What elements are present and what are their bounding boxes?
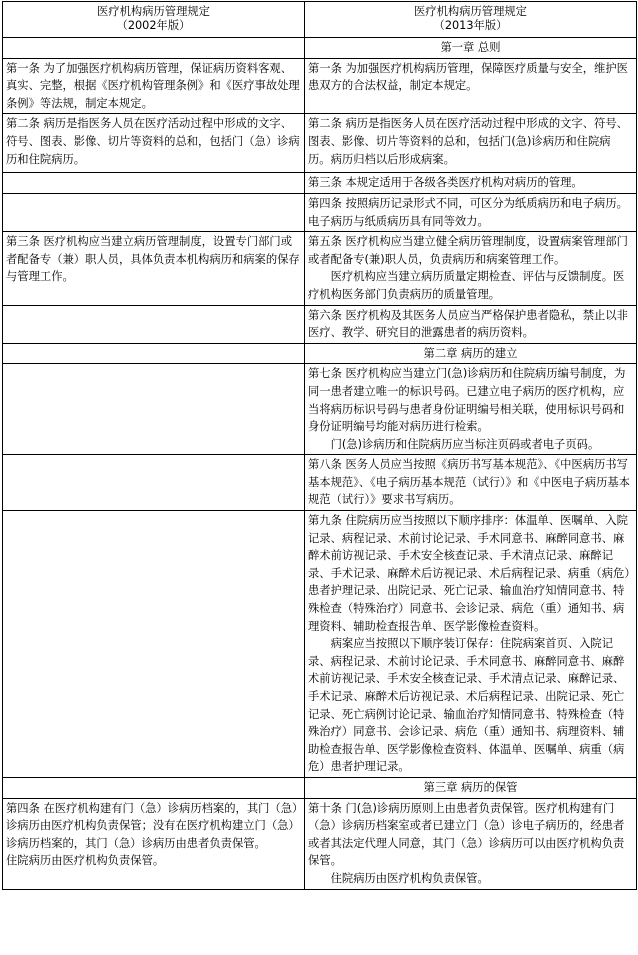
empty-cell xyxy=(3,193,305,231)
paragraph: 第十条 门(急)诊病历原则上由患者负责保管。医疗机构建有门（急）诊病历档案室或者已建立门（急）诊电子病历的，经患者或者其法定代理人同意，其门（急）诊病历可以由医疗机构负责保管。 xyxy=(308,801,625,868)
header-row xyxy=(3,2,637,38)
new-article-10 xyxy=(305,798,637,889)
paragraph: 病案应当按照以下顺序装订保存：住院病案首页、入院记录、病程记录、术前讨论记录、手术同意书、麻醉同意书、麻醉术前访视记录、手术安全核查记录、手术清点记录、麻醉记录、手术记录、麻醉术后访视记录、术后病程记录、出院记录、死亡记录、死亡病例讨论记录、输血治疗知情同意书、特殊检查（特殊治疗）同意书、会诊记录、病危（重）通知书、病理资料、辅助检查报告单、医学影像检查资料、体温单、医嘱单、病重（病危）患者护理记录。 xyxy=(308,637,625,774)
empty-cell xyxy=(3,38,305,59)
old-article-4 xyxy=(3,798,305,889)
article-row xyxy=(3,58,637,114)
article-row xyxy=(3,305,637,343)
empty-cell xyxy=(3,455,305,511)
new-article-5 xyxy=(305,232,637,305)
old-article-3: 第三条 医疗机构应当建立病历管理制度，设置专门部门或者配备专（兼）职人员，具体负责本机构病历和病案的保存与管理工作。 xyxy=(3,232,305,305)
comparison-table xyxy=(2,1,637,890)
new-article-3: 第三条 本规定适用于各级各类医疗机构对病历的管理。 xyxy=(305,173,637,194)
chapter-heading-1: 第一章 总则 xyxy=(305,38,637,59)
article-row xyxy=(3,173,637,194)
empty-cell xyxy=(3,173,305,194)
chapter-row xyxy=(3,38,637,59)
chapter-row xyxy=(3,343,637,364)
paragraph: 第五条 医疗机构应当建立健全病历管理制度，设置病案管理部门或者配备专(兼)职人员，负责病历和病案管理工作。 xyxy=(308,235,628,266)
paragraph: 第七条 医疗机构应当建立门(急)诊病历和住院病历编号制度，为同一患者建立唯一的标识号码。已建立电子病历的医疗机构，应当将病历标识号码与患者身份证明编号相关联，使用标识号码和身份证明编号均能对病历进行检索。 xyxy=(308,367,626,434)
chapter-row xyxy=(3,777,637,798)
article-row xyxy=(3,114,637,173)
new-article-1: 第一条 为加强医疗机构病历管理，保障医疗质量与安全，维护医患双方的合法权益，制定本规定。 xyxy=(305,58,637,114)
article-row xyxy=(3,455,637,511)
article-row xyxy=(3,364,637,455)
chapter-heading-2: 第二章 病历的建立 xyxy=(305,343,637,364)
paragraph: 第九条 住院病历应当按照以下顺序排序：体温单、医嘱单、入院记录、病程记录、术前讨论记录、手术同意书、麻醉同意书、麻醉术前访视记录、手术安全核查记录、手术清点记录、麻醉记录、手术记录、麻醉术后访视记录、术后病程记录、病重（病危）患者护理记录、出院记录、死亡记录、输血治疗知情同意书、特殊检查（特殊治疗）同意书、会诊记录、病危（重）通知书、病理资料、辅助检查报告单、医学影像检查资料。 xyxy=(308,514,630,633)
left-column-header xyxy=(3,2,305,38)
paragraph: 第四条 在医疗机构建有门（急）诊病历档案的，其门（急）诊病历由医疗机构负责保管；没有在医疗机构建立门（急）诊病历档案的，其门（急）诊病历由患者负责保管。 xyxy=(6,801,300,850)
empty-cell xyxy=(3,305,305,343)
paragraph: 医疗机构应当建立病历质量定期检查、评估与反馈制度。医疗机构医务部门负责病历的质量管理。 xyxy=(308,270,625,301)
left-header-year: （2002年版） xyxy=(116,19,191,32)
new-article-6: 第六条 医疗机构及其医务人员应当严格保护患者隐私，禁止以非医疗、教学、研究目的泄露患者的病历资料。 xyxy=(305,305,637,343)
new-article-8: 第八条 医务人员应当按照《病历书写基本规范》、《中医病历书写基本规范》、《电子病历基本规范（试行）》和《中医电子病历基本规范（试行）》要求书写病历。 xyxy=(305,455,637,511)
paragraph: 住院病历由医疗机构负责保管。 xyxy=(6,854,165,868)
article-row xyxy=(3,232,637,305)
article-row xyxy=(3,798,637,889)
new-article-2: 第二条 病历是指医务人员在医疗活动过程中形成的文字、符号、图表、影像、切片等资料的总和，包括门(急)诊病历和住院病历。病历归档以后形成病案。 xyxy=(305,114,637,173)
empty-cell xyxy=(3,511,305,778)
old-article-1: 第一条 为了加强医疗机构病历管理，保证病历资料客观、真实、完整，根据《医疗机构管理条例》和《医疗事故处理条例》等法规，制定本规定。 xyxy=(3,58,305,114)
left-header-title: 医疗机构病历管理规定 xyxy=(97,5,210,18)
paragraph: 门(急)诊病历和住院病历应当标注页码或者电子页码。 xyxy=(330,437,600,451)
right-header-title: 医疗机构病历管理规定 xyxy=(414,5,527,18)
article-row xyxy=(3,193,637,231)
old-article-2: 第二条 病历是指医务人员在医疗活动过程中形成的文字、符号、图表、影像、切片等资料的总和，包括门（急）诊病历和住院病历。 xyxy=(3,114,305,173)
empty-cell xyxy=(3,777,305,798)
empty-cell xyxy=(3,364,305,455)
right-column-header xyxy=(305,2,637,38)
empty-cell xyxy=(3,343,305,364)
right-header-year: （2013年版） xyxy=(433,19,508,32)
article-row xyxy=(3,511,637,778)
new-article-4: 第四条 按照病历记录形式不同，可区分为纸质病历和电子病历。电子病历与纸质病历具有同等效力。 xyxy=(305,193,637,231)
new-article-9 xyxy=(305,511,637,778)
paragraph: 住院病历由医疗机构负责保管。 xyxy=(330,871,489,885)
new-article-7 xyxy=(305,364,637,455)
chapter-heading-3: 第三章 病历的保管 xyxy=(305,777,637,798)
